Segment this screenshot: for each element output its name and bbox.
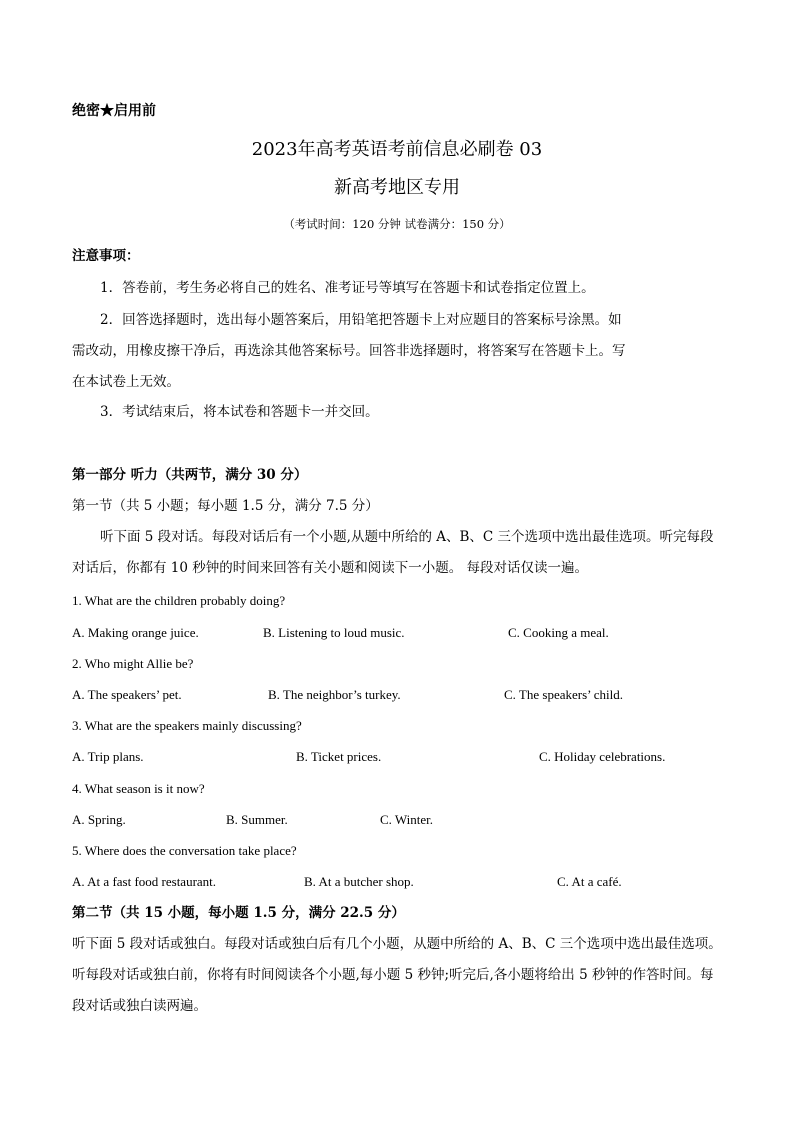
question-stem: 1. What are the children probably doing?	[72, 593, 286, 608]
section2-instructions-line-3: 段对话或独白读两遍。	[72, 998, 207, 1014]
question-stem: 4. What season is it now?	[72, 781, 205, 796]
part1-heading: 第一部分 听力（共两节，满分 30 分）	[72, 467, 308, 483]
secret-label: 绝密★启用前	[72, 103, 156, 119]
option-c: C. Holiday celebrations.	[539, 749, 666, 764]
option-c: C. At a café.	[557, 874, 622, 889]
exam-time-info: （考试时间：120 分钟 试卷满分：150 分）	[283, 217, 511, 231]
option-b: B. Listening to loud music.	[263, 625, 405, 640]
section2-instructions-line-1: 听下面 5 段对话或独白。每段对话或独白后有几个小题，从题中所给的 A、B、C 三个选项中选出最佳选项。	[72, 936, 722, 952]
notice-item-3: 3．考试结束后，将本试卷和答题卡一并交回。	[100, 404, 379, 420]
section1-heading: 第一节（共 5 小题；每小题 1.5 分，满分 7.5 分）	[72, 498, 379, 514]
option-a: A. Making orange juice.	[72, 625, 199, 640]
option-b: B. Ticket prices.	[296, 749, 382, 764]
notice-heading: 注意事项：	[72, 248, 140, 264]
option-c: C. Winter.	[380, 812, 434, 827]
notice-item-1: 1．答卷前，考生务必将自己的姓名、准考证号等填写在答题卡和试卷指定位置上。	[100, 280, 595, 296]
section2-heading: 第二节（共 15 小题，每小题 1.5 分，满分 22.5 分）	[72, 905, 405, 921]
question-stem: 5. Where does the conversation take place?	[72, 843, 297, 858]
option-c: C. The speakers’ child.	[504, 687, 624, 702]
section1-instructions-line-2: 对话后，你都有 10 秒钟的时间来回答有关小题和阅读下一小题。 每段对话仅读一遍。	[72, 560, 589, 576]
option-b: B. At a butcher shop.	[304, 874, 414, 889]
notice-item-2-line-2: 需改动，用橡皮擦干净后，再选涂其他答案标号。回答非选择题时，将答案写在答题卡上。写	[72, 343, 626, 359]
option-b: B. The neighbor’s turkey.	[268, 687, 401, 702]
section1-instructions-line-1: 听下面 5 段对话。每段对话后有一个小题,从题中所给的 A、B、C 三个选项中选出最佳选项。听完每段	[100, 529, 714, 545]
exam-subtitle: 新高考地区专用	[334, 177, 460, 198]
option-a: A. The speakers’ pet.	[72, 687, 182, 702]
option-a: A. At a fast food restaurant.	[72, 874, 217, 889]
option-a: A. Trip plans.	[72, 749, 144, 764]
notice-item-2-line-3: 在本试卷上无效。	[72, 374, 180, 390]
notice-item-2-line-1: 2．回答选择题时，选出每小题答案后，用铅笔把答题卡上对应题目的答案标号涂黑。如	[100, 312, 622, 328]
option-b: B. Summer.	[226, 812, 288, 827]
option-c: C. Cooking a meal.	[508, 625, 609, 640]
exam-title: 2023年高考英语考前信息必刷卷 03	[251, 139, 543, 160]
section2-instructions-line-2: 听每段对话或独白前，你将有时间阅读各个小题,每小题 5 秒钟;听完后,各小题将给出 5 秒钟的作答时间。每	[72, 967, 714, 983]
question-stem: 2. Who might Allie be?	[72, 656, 194, 671]
question-stem: 3. What are the speakers mainly discussing?	[72, 718, 302, 733]
option-a: A. Spring.	[72, 812, 126, 827]
